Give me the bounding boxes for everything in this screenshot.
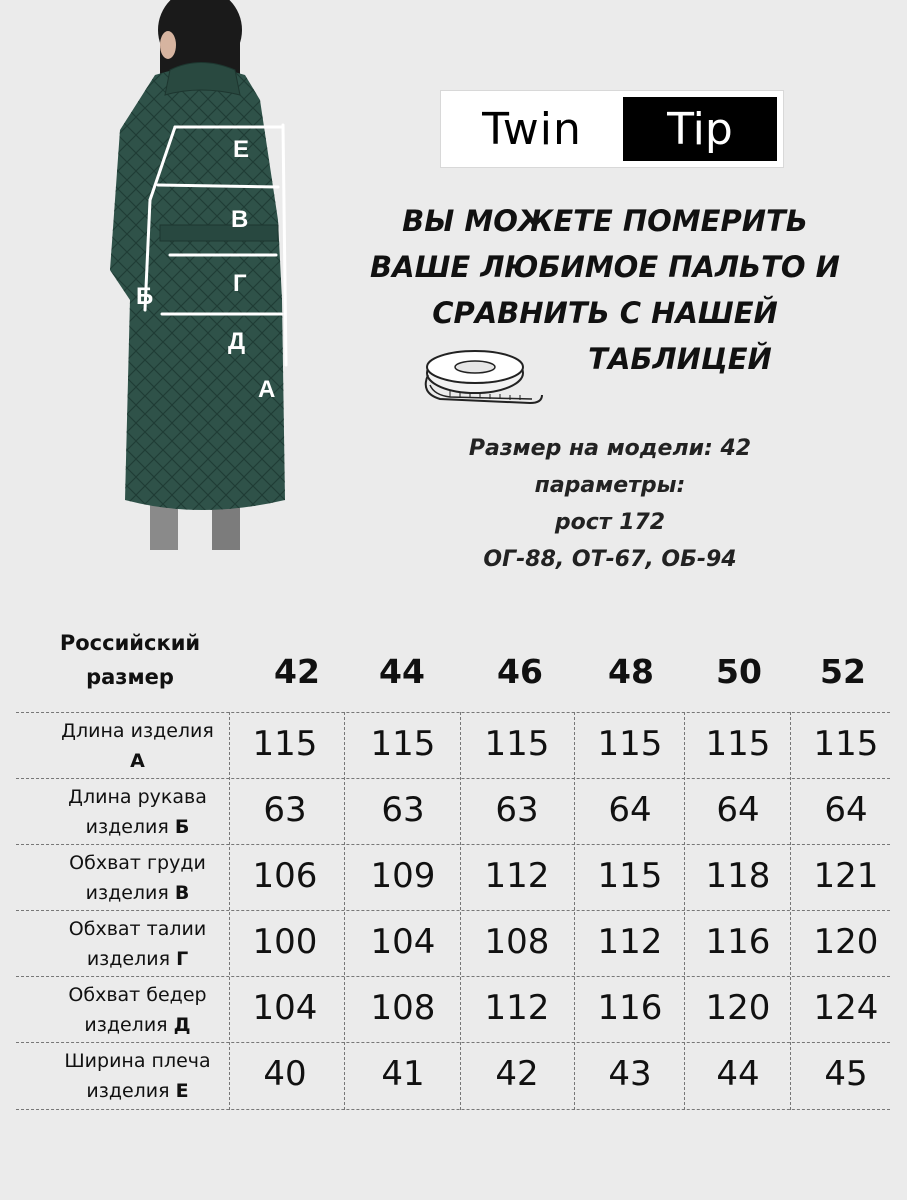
row-measure-letter: Д — [173, 1014, 191, 1036]
row-label — [30, 914, 245, 974]
row-label-line2 — [30, 878, 245, 908]
row-label-text: изделия — [86, 948, 177, 970]
size-value-cell: 115 — [597, 724, 663, 764]
size-value-cell: 42 — [495, 1054, 539, 1094]
row-label-text: изделия — [84, 1014, 174, 1036]
measure-letter-g: Г — [233, 270, 247, 297]
table-row-divider — [16, 778, 890, 779]
row-label-line1: Длина рукава — [68, 786, 207, 808]
row-measure-letter: А — [130, 750, 145, 772]
size-value-cell: 100 — [252, 922, 318, 962]
size-value-cell: 121 — [813, 856, 879, 896]
model-height-text: рост 172 — [554, 510, 666, 535]
size-value-cell: 64 — [824, 790, 868, 830]
row-measure-letter: Г — [176, 948, 189, 970]
measure-letter-v: В — [231, 206, 249, 233]
table-col-divider — [684, 712, 685, 1110]
size-value-cell: 45 — [824, 1054, 868, 1094]
row-label-line2 — [30, 1076, 245, 1106]
row-label-line1: Ширина плеча — [64, 1050, 211, 1072]
size-value-cell: 120 — [705, 988, 771, 1028]
size-value-cell: 124 — [813, 988, 879, 1028]
size-value-cell: 41 — [381, 1054, 425, 1094]
row-label-text: изделия — [85, 816, 175, 838]
size-value-cell: 64 — [608, 790, 652, 830]
size-value-cell: 63 — [381, 790, 425, 830]
size-value-cell: 116 — [597, 988, 663, 1028]
size-header: 42 — [274, 652, 320, 691]
row-label-line1: Обхват талии — [68, 918, 207, 940]
row-label — [30, 716, 245, 776]
table-row-divider — [16, 844, 890, 845]
logo-tip-text: Tip — [623, 97, 777, 161]
model-info — [440, 430, 780, 578]
size-value-cell: 109 — [370, 856, 436, 896]
size-value-cell: 63 — [263, 790, 307, 830]
size-value-cell: 104 — [370, 922, 436, 962]
size-value-cell: 115 — [370, 724, 436, 764]
header-line: размер — [86, 665, 174, 689]
measure-letter-e: Е — [233, 136, 250, 163]
size-value-cell: 108 — [484, 922, 550, 962]
measure-letter-d: Д — [228, 328, 246, 355]
table-header-label — [30, 626, 230, 694]
row-measure-letter: Б — [174, 816, 190, 838]
model-params-label: параметры: — [534, 473, 686, 498]
size-value-cell: 63 — [495, 790, 539, 830]
header-line: Российский — [59, 631, 201, 655]
row-label — [30, 980, 245, 1040]
size-value-cell: 120 — [813, 922, 879, 962]
size-value-cell: 40 — [263, 1054, 307, 1094]
size-value-cell: 44 — [716, 1054, 760, 1094]
row-measure-letter: Е — [175, 1080, 189, 1102]
size-value-cell: 104 — [252, 988, 318, 1028]
size-header: 52 — [820, 652, 866, 691]
row-label-line2 — [30, 746, 245, 776]
row-label-line1: Длина изделия — [61, 720, 214, 742]
headline-line: ВЫ МОЖЕТЕ ПОМЕРИТЬ — [402, 204, 808, 238]
size-value-cell: 64 — [716, 790, 760, 830]
size-header: 50 — [716, 652, 762, 691]
table-col-divider — [790, 712, 791, 1110]
row-label-line1: Обхват бедер — [68, 984, 207, 1006]
table-row-divider — [16, 910, 890, 911]
size-value-cell: 106 — [252, 856, 318, 896]
row-label-line2 — [30, 944, 245, 974]
row-label-line2 — [30, 812, 245, 842]
size-header: 48 — [608, 652, 654, 691]
table-col-divider — [574, 712, 575, 1110]
headline-line: ВАШЕ ЛЮБИМОЕ ПАЛЬТО И — [370, 250, 840, 284]
table-row-divider — [16, 1042, 890, 1043]
table-row-divider — [16, 712, 890, 713]
logo-twin-text: Twin — [482, 103, 582, 155]
size-value-cell: 112 — [484, 988, 550, 1028]
size-value-cell: 118 — [705, 856, 771, 896]
measure-letter-a: А — [258, 376, 276, 403]
measuring-tape-icon — [410, 345, 550, 411]
measure-letter-b: Б — [136, 283, 154, 310]
row-label — [30, 782, 245, 842]
model-photo — [100, 0, 300, 555]
size-header: 46 — [497, 652, 543, 691]
size-value-cell: 108 — [370, 988, 436, 1028]
row-label — [30, 848, 245, 908]
row-label-text: изделия — [86, 1080, 176, 1102]
table-col-divider — [460, 712, 461, 1110]
headline-line: ТАБЛИЦЕЙ — [588, 342, 772, 376]
size-value-cell: 115 — [252, 724, 318, 764]
size-value-cell: 115 — [484, 724, 550, 764]
size-value-cell: 115 — [597, 856, 663, 896]
brand-logo — [440, 90, 784, 168]
size-value-cell: 115 — [813, 724, 879, 764]
model-size-text: Размер на модели: 42 — [468, 436, 752, 461]
row-label — [30, 1046, 245, 1106]
row-measure-letter: В — [174, 882, 190, 904]
size-value-cell: 115 — [705, 724, 771, 764]
headline-line: СРАВНИТЬ С НАШЕЙ — [432, 296, 778, 330]
row-label-text: изделия — [85, 882, 175, 904]
size-value-cell: 112 — [484, 856, 550, 896]
size-header: 44 — [379, 652, 425, 691]
table-row-divider — [16, 1109, 890, 1110]
row-label-line1: Обхват груди — [69, 852, 206, 874]
table-row-divider — [16, 976, 890, 977]
table-col-divider — [344, 712, 345, 1110]
size-value-cell: 43 — [608, 1054, 652, 1094]
size-value-cell: 112 — [597, 922, 663, 962]
model-measurements-text: ОГ-88, ОТ-67, ОБ-94 — [483, 547, 737, 572]
size-value-cell: 116 — [705, 922, 771, 962]
row-label-line2 — [30, 1010, 245, 1040]
